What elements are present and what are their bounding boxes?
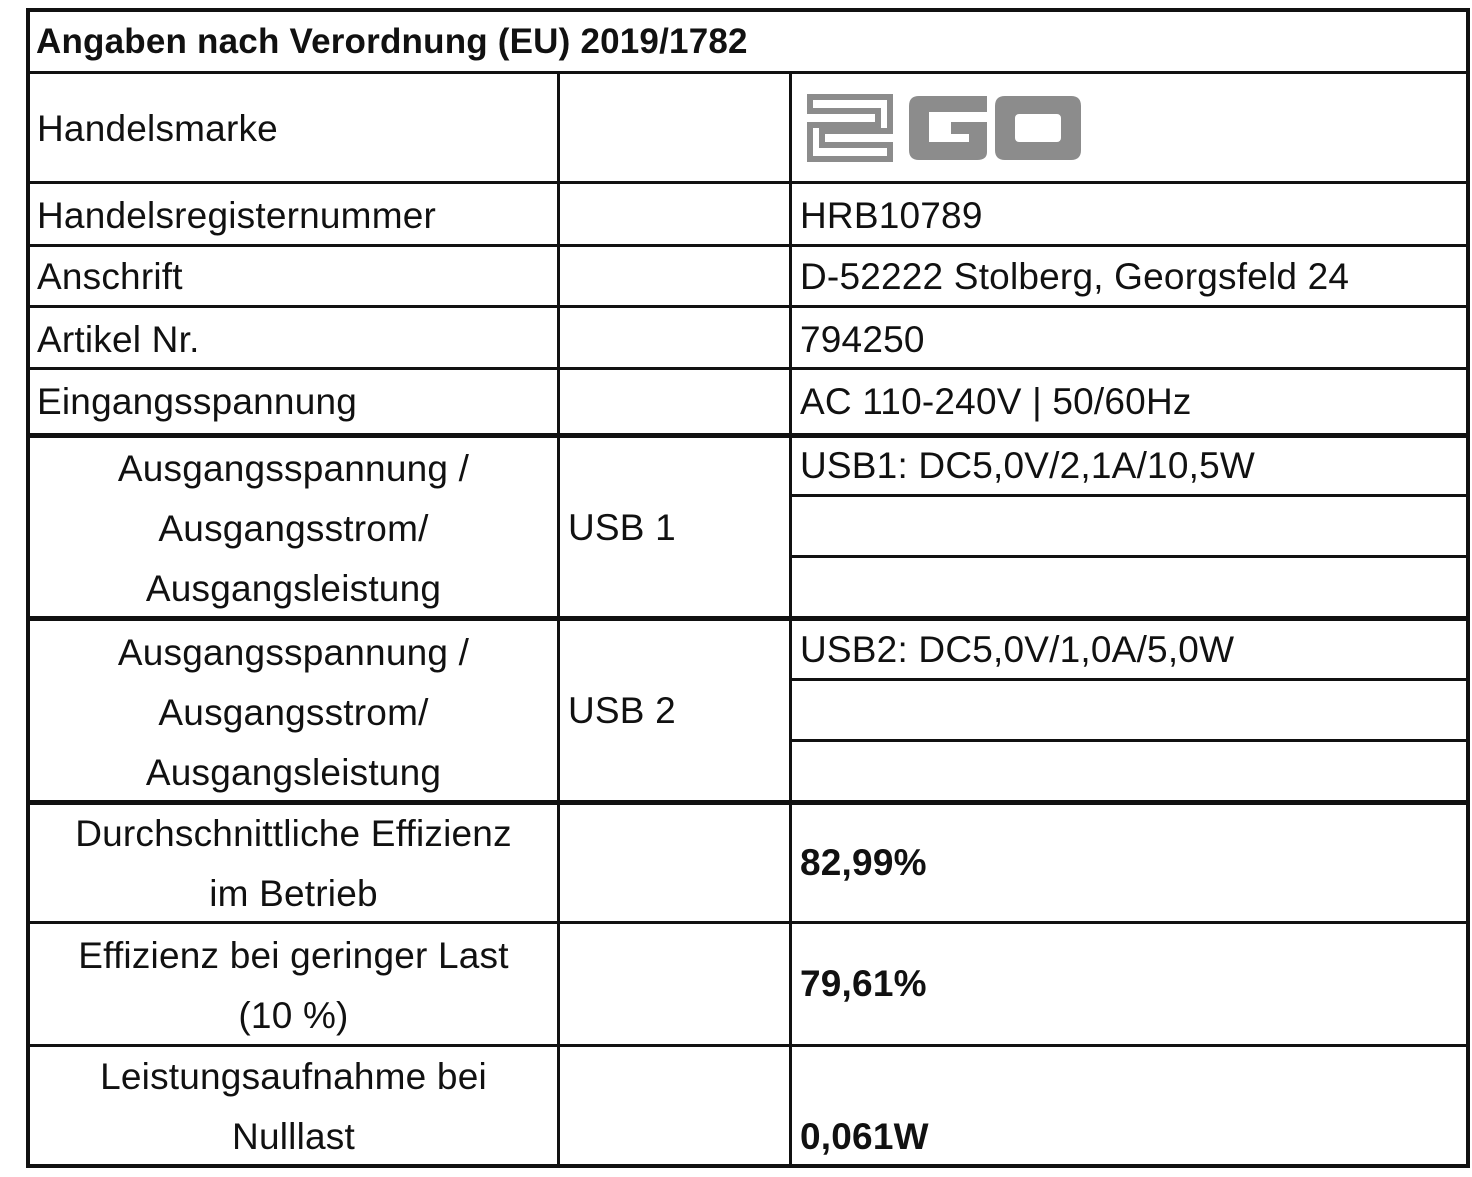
input-voltage-label: Eingangsspannung (37, 381, 358, 422)
usb1-label-line: Ausgangsstrom/ (158, 508, 429, 549)
no-load-power-value: 0,061W (800, 1116, 929, 1157)
row-divider (26, 921, 1470, 924)
input-voltage-value: AC 110-240V | 50/60Hz (800, 381, 1192, 422)
brand-label: Handelsmarke (37, 108, 278, 149)
address-label: Anschrift (37, 256, 183, 297)
table-border-bottom (26, 1164, 1470, 1168)
usb1-port: USB 1 (568, 507, 676, 548)
sub-row-divider (790, 739, 1470, 742)
no-load-power-label-line: Leistungsaufnahme bei (100, 1056, 487, 1097)
usb1-label-line: Ausgangsspannung / (117, 448, 470, 489)
row-divider (26, 71, 1470, 74)
low-load-efficiency-label-line: Effizienz bei geringer Last (78, 935, 509, 976)
low-load-efficiency-value: 79,61% (800, 963, 927, 1004)
row-divider (26, 244, 1470, 247)
row-divider (26, 181, 1470, 184)
address-value: D-52222 Stolberg, Georgsfeld 24 (800, 256, 1350, 297)
table-border-top (26, 8, 1470, 12)
usb2-value: USB2: DC5,0V/1,0A/5,0W (800, 629, 1235, 670)
usb2-port: USB 2 (568, 690, 676, 731)
table-title: Angaben nach Verordnung (EU) 2019/1782 (36, 22, 748, 61)
row-divider-thick (26, 616, 1470, 621)
usb2-label-line: Ausgangsspannung / (117, 632, 470, 673)
logo-digit-2 (807, 94, 893, 162)
brand-logo (805, 92, 1085, 164)
logo-letter-g (909, 96, 987, 160)
no-load-power-label-line: Nulllast (232, 1116, 355, 1157)
sub-row-divider (790, 555, 1470, 558)
usb2-label-line: Ausgangsleistung (145, 752, 442, 793)
logo-letter-o (995, 96, 1081, 160)
row-divider (26, 367, 1470, 370)
article-label: Artikel Nr. (37, 319, 200, 360)
row-divider-thick (26, 800, 1470, 805)
low-load-efficiency-label-line: (10 %) (238, 995, 349, 1036)
avg-efficiency-label-line: Durchschnittliche Effizienz (75, 813, 512, 854)
usb1-value: USB1: DC5,0V/2,1A/10,5W (800, 445, 1255, 486)
usb1-label-line: Ausgangsleistung (145, 568, 442, 609)
avg-efficiency-label-line: im Betrieb (209, 873, 378, 914)
register-value: HRB10789 (800, 195, 983, 236)
sub-row-divider (790, 678, 1470, 681)
row-divider (26, 1044, 1470, 1047)
register-label: Handelsregisternummer (37, 195, 437, 236)
sub-row-divider (790, 494, 1470, 497)
row-divider-thick (26, 433, 1470, 438)
row-divider (26, 305, 1470, 308)
avg-efficiency-value: 82,99% (800, 842, 927, 883)
usb2-label-line: Ausgangsstrom/ (158, 692, 429, 733)
article-value: 794250 (800, 319, 925, 360)
